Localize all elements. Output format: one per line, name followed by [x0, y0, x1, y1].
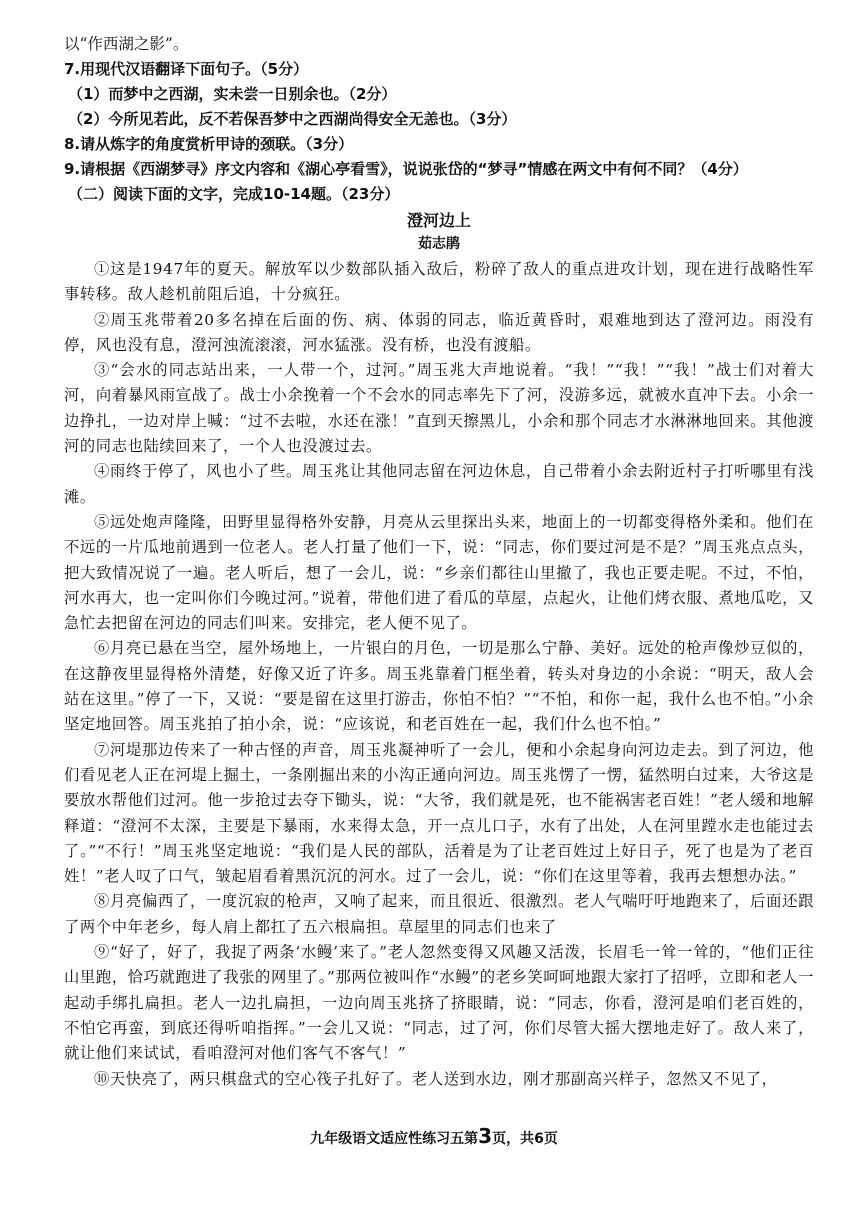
- paragraph-10: ⑩天快亮了，两只棋盘式的空心筏子扎好了。老人送到水边，刚才那副高兴样子，忽然又不见了，: [94, 1069, 778, 1088]
- footer-suffix: 页，共6页: [492, 1131, 558, 1147]
- paragraph-8: ⑧月亮偏西了，一度沉寂的枪声，又响了起来，而且很近、很激烈。老人气喘吁吁地跑来了，后面还跟了两个中年老乡，每人肩上都扛了五六根扁担。草屋里的同志们也来了: [64, 892, 814, 936]
- article-title: 澄河边上: [406, 211, 471, 230]
- paragraph-2: ②周玉兆带着20多名掉在后面的伤、病、体弱的同志，临近黄昏时，艰难地到达了澄河边。雨没有停，风也没有息，澄河浊流滚滚，河水猛涨。没有桥，也没有渡船。: [64, 310, 814, 354]
- top-fragment: 以“作西湖之影”。: [64, 35, 189, 53]
- question-8: 8.请从炼字的角度赏析甲诗的颈联。（3分）: [64, 135, 354, 153]
- paragraph-4: ④雨终于停了，风也小了些。周玉兆让其他同志留在河边休息，自己带着小余去附近村子打听哪里有浅滩。: [64, 462, 814, 506]
- footer-prefix: 九年级语文适应性练习五第: [310, 1131, 479, 1147]
- question-7-2: （2）今所见若此，反不若保吾梦中之西湖尚得安全无恙也。（3分）: [68, 110, 517, 128]
- question-9: 9.请根据《西湖梦寻》序文内容和《湖心亭看雪》，说说张岱的“梦寻”情感在两文中有何不同？（4分）: [64, 160, 748, 178]
- question-7: 7.用现代汉语翻译下面句子。（5分）: [64, 60, 309, 78]
- paragraph-9: ⑨“好了，好了，我捉了两条‘水鳗’来了。”老人忽然变得又风趣又活泼，长眉毛一耸一耸的，“他们正往山里跑，恰巧就跑进了我张的网里了。”那两位被叫作“水鳗”的老乡笑呵呵地跟大家打了招呼，立即和老人一起动手绑扎扁担。老人一边扎扁担，一边向周玉兆挤了挤眼睛，说：“同志，你看，澄河是咱们老百姓的，不怕它再蛮，到底还得听咱指挥。”一会儿又说：“同志，过了河，你们尽管大摇大摆地走好了。敌人来了，就让他们来试试，看咱澄河对他们客气不客气！”: [64, 943, 814, 1063]
- section-2-heading: （二）阅读下面的文字，完成10-14题。（23分）: [68, 185, 400, 203]
- paragraph-7: ⑦河堤那边传来了一种古怪的声音，周玉兆凝神听了一会儿，便和小余起身向河边走去。到了河边，他们看见老人正在河堤上掘土，一条刚掘出来的小沟正通向河边。周玉兆愣了一愣，猛然明白过来，大爷这是要放水帮他们过河。他一步抢过去夺下锄头，说：“大爷，我们就是死，也不能祸害老百姓！”老人缓和地解释道：“澄河不太深，主要是下暴雨，水来得太急，开一点儿口子，水有了出处，人在河里蹚水走也能过去了。”“不行！”周玉兆坚定地说：“我们是人民的部队，活着是为了让老百姓过上好日子，死了也是为了老百姓！”老人叹了口气，皱起眉看着黑沉沉的河水。过了一会儿，说：“你们在这里等着，我再去想想办法。”: [64, 740, 814, 886]
- paragraph-1: ①这是1947年的夏天。解放军以少数部队插入敌后，粉碎了敌人的重点进攻计划，现在进行战略性军事转移。敌人趁机前阻后追，十分疯狂。: [64, 260, 814, 304]
- paragraph-5: ⑤远处炮声隆隆，田野里显得格外安静，月亮从云里探出头来，地面上的一切都变得格外柔和。他们在不远的一片瓜地前遇到一位老人。老人打量了他们一下，说：“同志，你们要过河是不是？”周玉兆点点头，把大致情况说了一遍。老人听后，想了一会儿，说：“乡亲们都往山里撤了，我也正要走呢。不过，不怕，河水再大，也一定叫你们今晚过河。”说着，带他们进了看瓜的草屋，点起火，让他们烤衣服、煮地瓜吃，又急忙去把留在河边的同志们叫来。安排完，老人便不见了。: [64, 512, 814, 633]
- paragraph-3: ③“会水的同志站出来，一人带一个，过河。”周玉兆大声地说着。“我！”“我！”“我！”战士们对着大河，向着暴风雨宣战了。战士小余挽着一个不会水的同志率先下了河，没游多远，就被水直冲下去。小余一边挣扎，一边对岸上喊：“过不去啦，水还在涨！”直到天擦黑儿，小余和那个同志才水淋淋地回来。其他渡河的同志也陆续回来了，一个人也没渡过去。: [64, 361, 814, 456]
- footer-page-number: 3: [478, 1124, 493, 1148]
- page-footer: [0, 1124, 868, 1148]
- question-7-1: （1）而梦中之西湖，实未尝一日别余也。（2分）: [68, 85, 397, 103]
- paragraph-6: ⑥月亮已悬在当空，屋外场地上，一片银白的月色，一切是那么宁静、美好。远处的枪声像炒豆似的，在这静夜里显得格外清楚，好像又近了许多。周玉兆靠着门框坐着，转头对身边的小余说：“明天，敌人会站在这里。”停了一下，又说：“要是留在这里打游击，你怕不怕？”“不怕，和你一起，我什么也不怕。”小余坚定地回答。周玉兆拍了拍小余，说：“应该说，和老百姓在一起，我们什么也不怕。”: [64, 639, 814, 734]
- article-author: 茹志鹃: [418, 236, 460, 252]
